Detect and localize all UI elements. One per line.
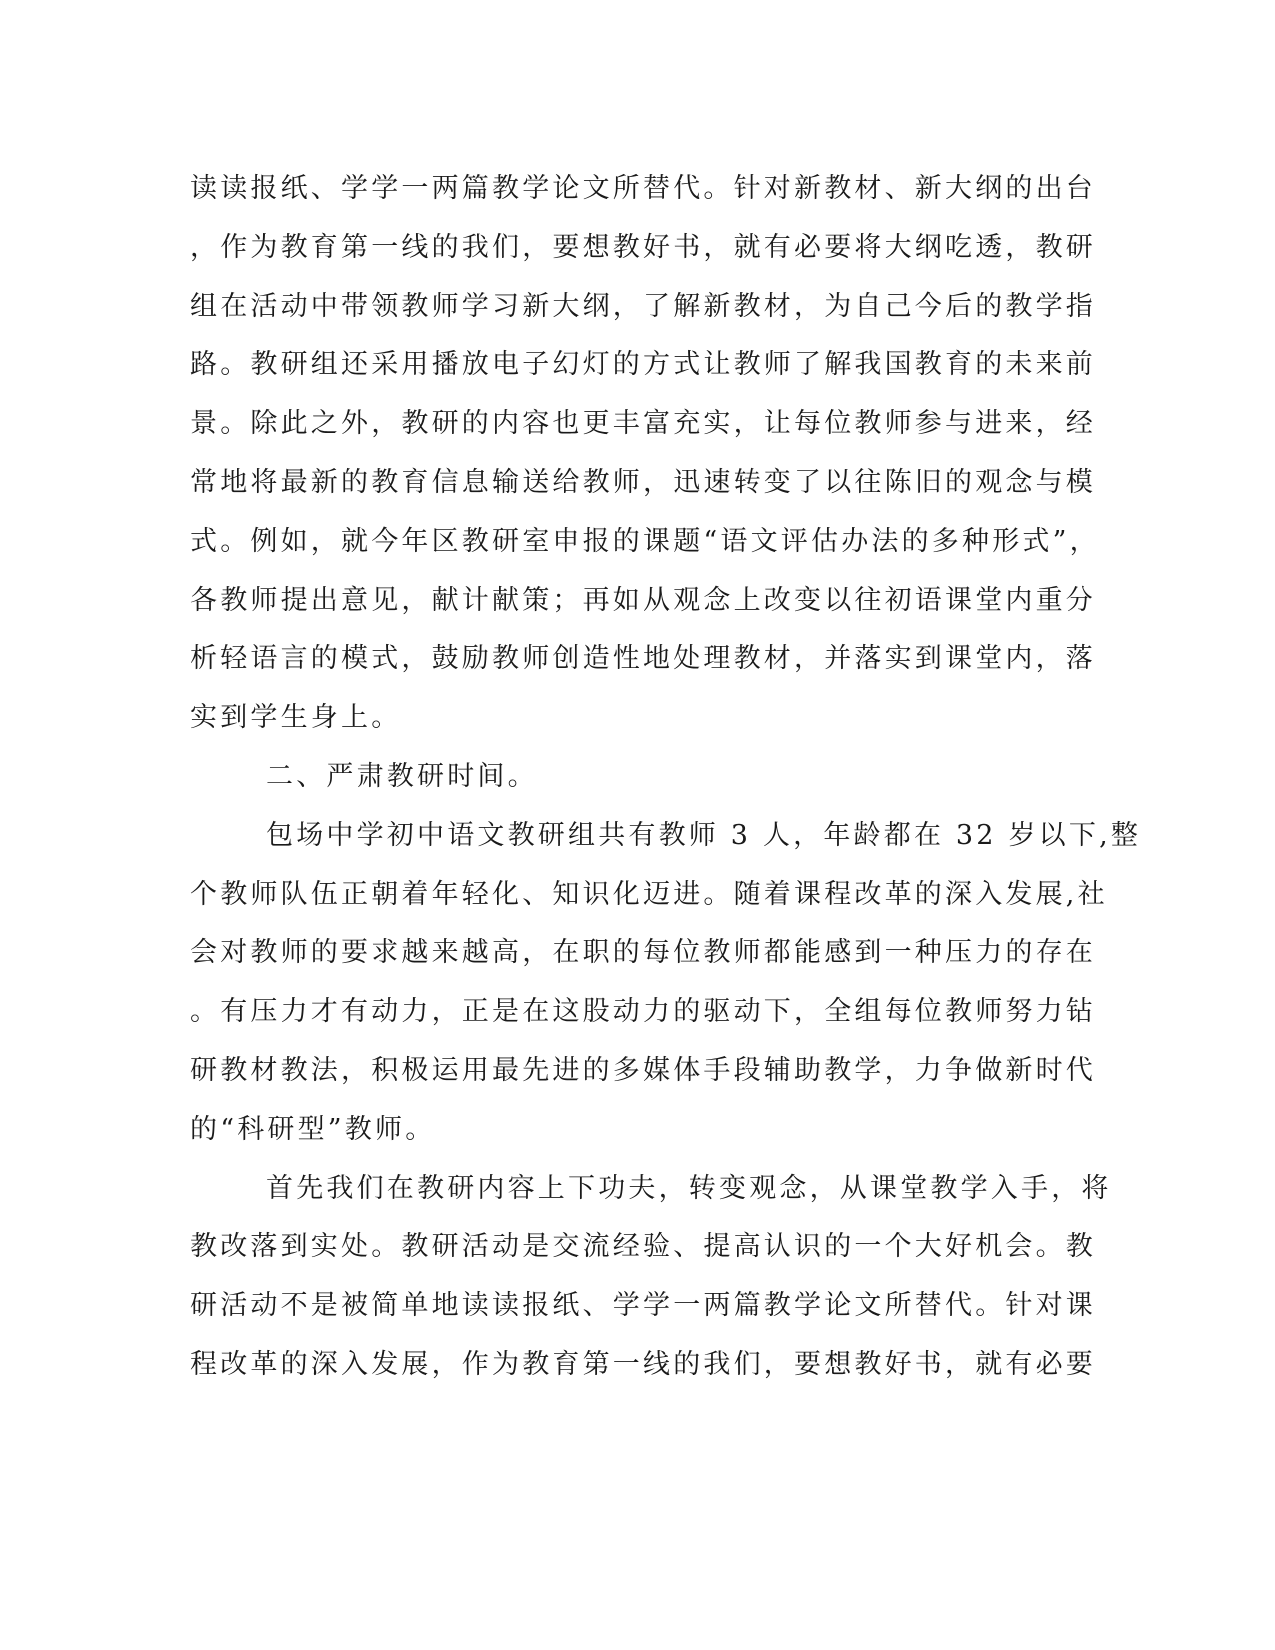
text-line: 的“科研型”教师。 xyxy=(190,1113,436,1145)
text-line: 实到学生身上。 xyxy=(190,702,402,734)
text-line: 组在活动中带领教师学习新大纲，了解新教材，为自己今后的教学指 xyxy=(190,290,1096,322)
paragraph-first-line: 包场中学初中语文教研组共有教师 3 人，年龄都在 32 岁以下,整 xyxy=(266,819,1142,851)
text-line: 研教材教法，积极运用最先进的多媒体手段辅助教学，力争做新时代 xyxy=(190,1054,1096,1086)
body-text xyxy=(190,160,1142,1395)
text-line: 景。除此之外，教研的内容也更丰富充实，让每位教师参与进来，经 xyxy=(190,408,1096,440)
text-line: 研活动不是被简单地读读报纸、学学一两篇教学论文所替代。针对课 xyxy=(190,1290,1096,1322)
text-line: 各教师提出意见，献计献策；再如从观念上改变以往初语课堂内重分 xyxy=(190,584,1096,616)
section-heading: 二、严肃教研时间。 xyxy=(266,760,538,792)
text-line: 教改落到实处。教研活动是交流经验、提高认识的一个大好机会。教 xyxy=(190,1231,1096,1263)
text-line: 析轻语言的模式，鼓励教师创造性地处理教材，并落实到课堂内，落 xyxy=(190,643,1096,675)
text-line: 常地将最新的教育信息输送给教师，迅速转变了以往陈旧的观念与模 xyxy=(190,466,1096,498)
text-line: 会对教师的要求越来越高，在职的每位教师都能感到一种压力的存在 xyxy=(190,937,1096,969)
text-line: 读读报纸、学学一两篇教学论文所替代。针对新教材、新大纲的出台 xyxy=(190,173,1096,204)
text-line: 路。教研组还采用播放电子幻灯的方式让教师了解我国教育的未来前 xyxy=(190,349,1096,381)
text-line: ，作为教育第一线的我们，要想教好书，就有必要将大纲吃透，教研 xyxy=(190,231,1096,263)
text-line: 式。例如，就今年区教研室申报的课题“语文评估办法的多种形式”， xyxy=(190,525,1100,557)
text-line: 个教师队伍正朝着年轻化、知识化迈进。随着课程改革的深入发展,社 xyxy=(190,878,1108,910)
text-line: 程改革的深入发展，作为教育第一线的我们，要想教好书，就有必要 xyxy=(190,1348,1096,1380)
text-line: 。有压力才有动力，正是在这股动力的驱动下，全组每位教师努力钻 xyxy=(190,996,1096,1028)
paragraph-first-line: 首先我们在教研内容上下功夫，转变观念，从课堂教学入手，将 xyxy=(266,1172,1112,1204)
